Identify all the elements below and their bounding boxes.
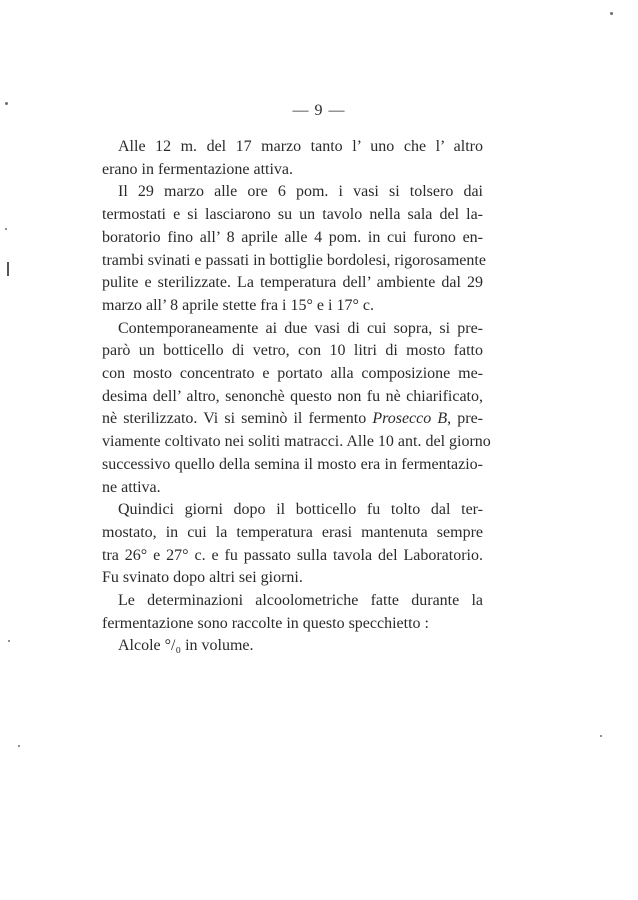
paragraph-4 bbox=[102, 499, 483, 590]
scan-speck bbox=[7, 262, 9, 276]
text-line: ne attiva. bbox=[102, 478, 161, 496]
text-line: con mosto concentrato e portato alla composizione me- bbox=[102, 365, 483, 383]
text-line: Contemporaneamente ai due vasi di cui sopra, si pre- bbox=[118, 319, 483, 337]
text-line: boratorio fino all’ 8 aprile alle 4 pom. in cui furono en- bbox=[102, 228, 483, 246]
paragraph-2 bbox=[102, 181, 486, 317]
scan-speck bbox=[5, 228, 7, 230]
text-line: Fu svinato dopo altri sei giorni. bbox=[102, 569, 303, 587]
paragraph-1 bbox=[102, 136, 483, 181]
text-line: tra 26° e 27° c. e fu passato sulla tavola del Laboratorio. bbox=[102, 546, 483, 564]
text-line: Alcole °/₀ in volume. bbox=[118, 637, 254, 655]
paragraph-6 bbox=[118, 635, 483, 658]
scan-speck bbox=[18, 745, 20, 747]
text-segment: nè sterilizzato. Vi si seminò il fermento Prosecco B, pre- bbox=[102, 410, 484, 428]
scan-speck bbox=[600, 735, 602, 737]
text-line-with-italic bbox=[102, 408, 483, 431]
text-line: Alle 12 m. del 17 marzo tanto l’ uno che l’ altro bbox=[118, 138, 483, 155]
text-line: Le determinazioni alcoolometriche fatte durante la bbox=[118, 592, 483, 610]
scan-speck bbox=[8, 640, 10, 642]
paragraph-5 bbox=[102, 590, 483, 635]
body-text bbox=[102, 136, 491, 658]
text-line: Il 29 marzo alle ore 6 pom. i vasi si tolsero dai bbox=[118, 183, 483, 201]
text-line: successivo quello della semina il mosto era in fermentazio- bbox=[102, 455, 483, 473]
scan-speck bbox=[610, 12, 613, 15]
text-line: termostati e si lasciarono su un tavolo nella sala del la- bbox=[102, 206, 483, 224]
page-number: — 9 — bbox=[292, 102, 346, 119]
text-line: mostato, in cui la temperatura erasi mantenuta sempre bbox=[102, 523, 483, 541]
text-line: Quindici giorni dopo il botticello fu tolto dal ter- bbox=[118, 501, 483, 519]
text-line: viamente coltivato nei soliti matracci. Alle 10 ant. del giorno bbox=[102, 433, 491, 451]
scan-speck bbox=[5, 102, 8, 105]
text-line: trambi svinati e passati in bottiglie bordolesi, rigorosamente bbox=[102, 251, 486, 269]
text-line: parò un botticello di vetro, con 10 litri di mosto fatto bbox=[102, 342, 483, 360]
text-line: pulite e sterilizzate. La temperatura dell’ ambiente dal 29 bbox=[102, 274, 483, 292]
text-line: marzo all’ 8 aprile stette fra i 15° e i 17° c. bbox=[102, 296, 374, 314]
italic-term: Prosecco B bbox=[372, 410, 448, 428]
text-line: fermentazione sono raccolte in questo specchietto : bbox=[102, 614, 429, 632]
text-line: erano in fermentazione attiva. bbox=[102, 160, 294, 178]
text-line: desima dell’ altro, senonchè questo non fu nè chiarificato, bbox=[102, 387, 483, 405]
paragraph-3 bbox=[102, 318, 491, 500]
